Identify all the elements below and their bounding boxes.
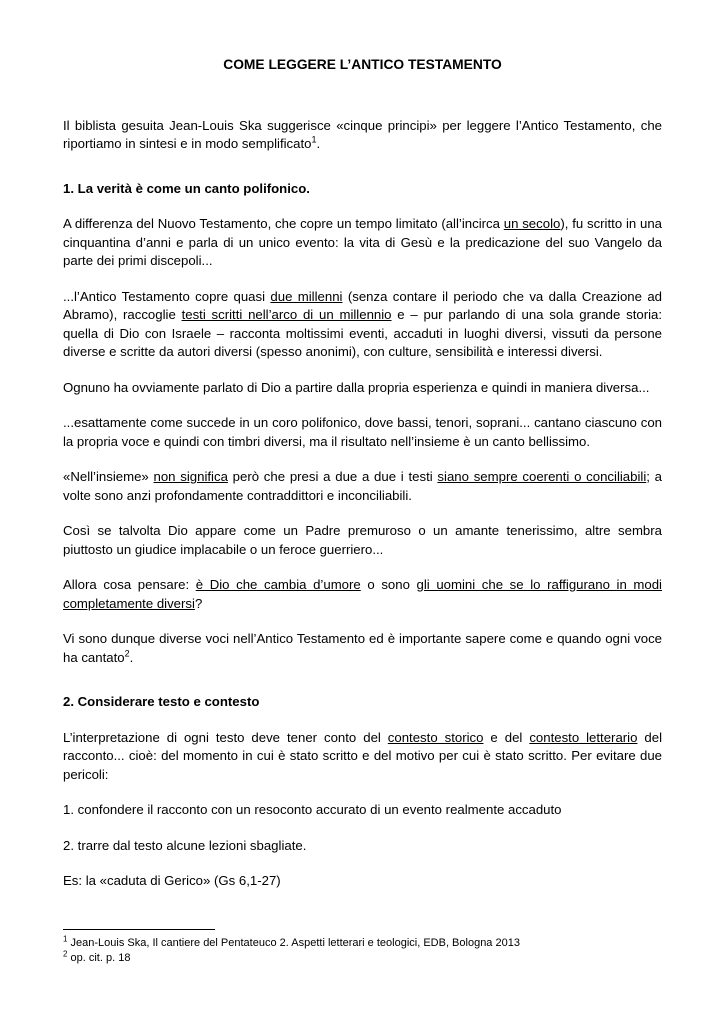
paragraph: 1. confondere il racconto con un resoconto accurato di un evento realmente accaduto — [63, 802, 562, 817]
document-body — [63, 117, 662, 908]
underlined-text: un secolo — [503, 216, 561, 231]
document-title: COME LEGGERE L’ANTICO TESTAMENTO — [223, 57, 502, 72]
paragraph: «Nell’insieme» non significa però che presi a due a due i testi siano sempre coerenti o conciliabili; a volte sono anzi profondamente contraddittori e inconciliabili. — [63, 469, 663, 503]
section-heading: 2. Considerare testo e contesto — [63, 694, 260, 709]
footnote-number: 2 — [63, 949, 68, 959]
underlined-text: gli uomini che se lo raffigurano in modi completamente diversi — [63, 577, 662, 611]
paragraph: Vi sono dunque diverse voci nell’Antico Testamento ed è importante sapere come e quando ogni voce ha cantato$^2$. — [63, 631, 662, 665]
paragraph: Es: la «caduta di Gerico» (Gs 6,1-27) — [63, 873, 281, 888]
footnote-area — [63, 921, 662, 966]
footnote-number: 1 — [63, 934, 68, 944]
underlined-text: due millenni — [270, 288, 343, 304]
underlined-text: testi scritti nell’arco di un millennio — [181, 307, 392, 322]
footnote-ref: 1 — [311, 134, 317, 145]
underlined-text: contesto letterario — [529, 729, 638, 745]
footnote: $^1$ Jean-Louis Ska, Il cantiere del Pentateuco 2. Aspetti letterari e teologici, EDB, Bologna 2013 — [63, 934, 520, 949]
paragraph: Allora cosa pensare: è Dio che cambia d’umore o sono gli uomini che se lo raffigurano in modi completamente diversi? — [63, 577, 662, 611]
footnotes — [63, 936, 662, 966]
paragraph: ...esattamente come succede in un coro polifonico, dove bassi, tenori, soprani... cantano ciascuno con la propria voce e quindi con timbri diversi, ma il risultato nell’insieme è un canto bellissimo. — [63, 415, 662, 449]
paragraph: 2. trarre dal testo alcune lezioni sbagliate. — [63, 837, 307, 853]
paragraph: Così se talvolta Dio appare come un Padre premuroso o un amante tenerissimo, altre sembra piuttosto un giudice implacabile o un feroce guerriero... — [63, 523, 662, 557]
footnote: $^2$ op. cit. p. 18 — [63, 949, 131, 964]
underlined-text: è Dio che cambia d’umore — [195, 577, 361, 592]
paragraph: A differenza del Nuovo Testamento, che copre un tempo limitato (all’incirca un secolo), fu scritto in una cinquantina d’anni e parla di un unico evento: la vita di Gesù e la predicazione del suo Vangelo da parte dei primi discepoli... — [63, 216, 663, 268]
paragraph: ...l’Antico Testamento copre quasi due millenni (senza contare il periodo che va dalla Creazione ad Abramo), raccoglie testi scritti nell’arco di un millennio e – pur parlando di una sola grande storia: quella di Dio con Israele – racconta moltissimi eventi, accaduti in luoghi diversi, vissuti da persone diverse e scritte da autori diversi (spesso anonimi), con culture, sensibilità e interessi diversi. — [63, 288, 663, 359]
footnote-separator — [63, 929, 215, 930]
paragraph: Il biblista gesuita Jean-Louis Ska suggerisce «cinque principi» per leggere l’Antico Testamento, che riportiamo in sintesi e in modo semplificato$^1$. — [63, 117, 662, 151]
paragraph: Ognuno ha ovviamente parlato di Dio a partire dalla propria esperienza e quindi in maniera diversa... — [63, 379, 650, 395]
underlined-text: contesto storico — [387, 729, 484, 745]
paragraph: L’interpretazione di ogni testo deve tener conto del contesto storico e del contesto letterario del racconto... cioè: del momento in cui è stato scritto e del motivo per cui è stato scritto. Per evitare due pericoli: — [63, 729, 663, 782]
underlined-text: siano sempre coerenti o conciliabili — [437, 469, 647, 484]
underlined-text: non significa — [153, 469, 228, 484]
footnote-ref: 2 — [124, 648, 130, 659]
section-heading: 1. La verità è come un canto polifonico. — [63, 180, 310, 196]
